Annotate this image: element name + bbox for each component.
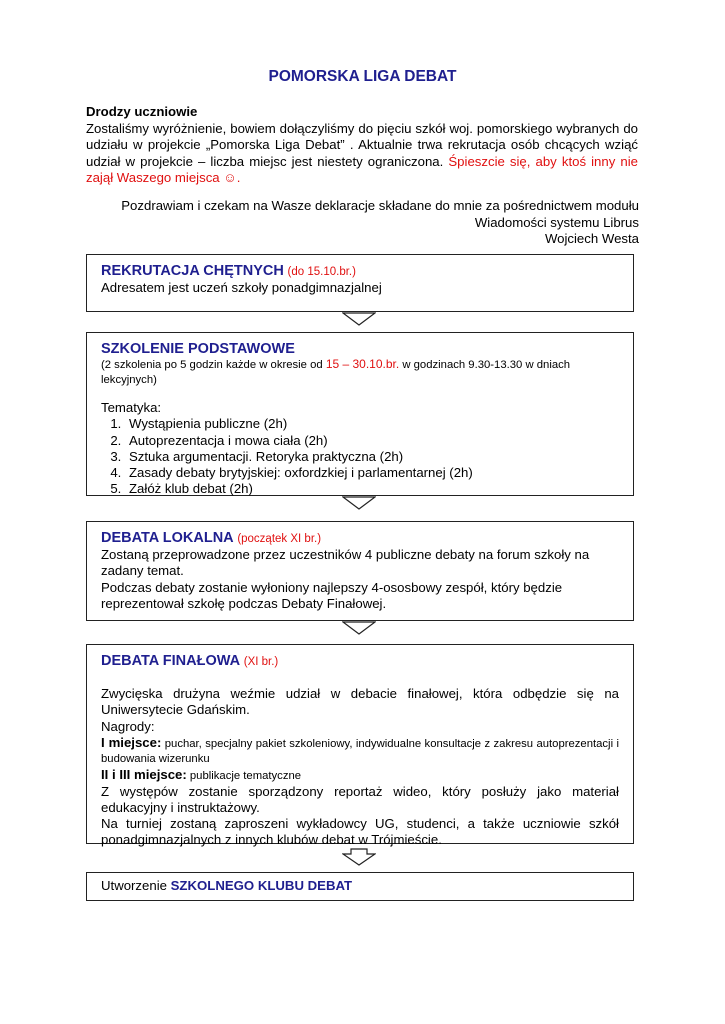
topic-item: 5. Załóż klub debat (2h) (125, 481, 619, 497)
topics-list (101, 416, 619, 497)
sign-line-1: Pozdrawiam i czekam na Wasze deklaracje składane do mnie za pośrednictwem modułu (121, 198, 639, 213)
lokalna-heading: DEBATA LOKALNA (101, 530, 234, 546)
rekrutacja-text: Adresatem jest uczeń szkoły ponadgimnazjalnej (101, 280, 382, 296)
finalowa-heading: DEBATA FINAŁOWA (101, 653, 241, 669)
section-finalowa (86, 644, 634, 848)
szkolenie-detail-b: w godzinach 9.30-13.30 w dniach lekcyjnych) (101, 359, 571, 387)
first-prize-label: I miejsce: (101, 734, 162, 750)
prizes-label: Nagrody: (101, 718, 155, 734)
sign-line-2: Wiadomości systemu Librus (474, 214, 639, 230)
lokalna-text-2: Podczas debaty zostanie wyłoniony najlepszy 4-ososbowy zespół, który będzie reprezentował szkołę podczas Debaty Finałowej. (101, 579, 563, 611)
intro-urge: Śpieszcie się, aby ktoś inny nie zajął Waszego miejsca ☺. (86, 153, 638, 186)
first-prize-text: puchar, specjalny pakiet szkoleniowy, indywidualne konsultacje z zakresu autoprezentacji i budowania wizerunku (101, 737, 619, 765)
signature-block (121, 198, 639, 248)
szkolenie-heading: SZKOLENIE PODSTAWOWE (101, 341, 295, 357)
szkolenie-detail-a: (2 szkolenia po 5 godzin każde w okresie od (101, 359, 326, 372)
down-arrow-icon (342, 496, 376, 510)
klub-highlight: SZKOLNEGO KLUBU DEBAT (170, 878, 353, 893)
down-arrow-icon (342, 848, 376, 866)
section-szkolenie (86, 332, 634, 496)
intro-block (86, 104, 638, 187)
intro-paragraph (86, 121, 638, 187)
intro-body: Zostaliśmy wyróżnienie, bowiem dołączyliśmy do pięciu szkół woj. pomorskiego wybranych do udziału w projekcie „Pomorska Liga Debat” . Aktualnie trwa rekrutacja osób chcących wziąć udział w projekcie – liczba miejsc jest niestety ograniczona. (86, 120, 638, 169)
topic-item: 4. Zasady debaty brytyjskiej: oxfordzkiej i parlamentarnej (2h) (125, 465, 619, 481)
greeting: Drodzy uczniowie (86, 104, 198, 119)
szkolenie-date: 15 – 30.10.br. (325, 357, 400, 372)
section-rekrutacja (86, 254, 634, 312)
topic-item: 2. Autoprezentacja i mowa ciała (2h) (125, 433, 619, 449)
finalowa-note: (XI br.) (243, 656, 279, 668)
klub-prefix: Utworzenie (101, 878, 171, 893)
lokalna-text-1: Zostaną przeprowadzone przez uczestników 4 publiczne debaty na forum szkoły na zadany temat. (101, 547, 590, 579)
szkolenie-detail (101, 357, 619, 388)
topic-item: 1. Wystąpienia publiczne (2h) (125, 416, 619, 432)
rekrutacja-note: (do 15.10.br.) (287, 266, 356, 278)
page-title: POMORSKA LIGA DEBAT (268, 68, 457, 85)
topics-label: Tematyka: (101, 400, 162, 416)
finalowa-text-1: Zwycięska drużyna weźmie udział w debacie finałowej, która odbędzie się na Uniwersytecie Gdańskim. (101, 686, 619, 718)
section-klub (86, 872, 634, 901)
sign-line-3: Wojciech Westa (544, 231, 639, 247)
second-prize (101, 767, 619, 784)
finalowa-text-3: Na turniej zostaną zaproszeni wykładowcy UG, studenci, a także uczniowie szkół ponadgimnazjalnych z innych klubów debat w Trójmieście. (101, 816, 619, 848)
lokalna-note: (początek XI br.) (237, 533, 322, 545)
down-arrow-icon (342, 312, 376, 326)
second-prize-label: II i III miejsce: (101, 766, 187, 782)
section-lokalna (86, 521, 634, 621)
rekrutacja-heading: REKRUTACJA CHĘTNYCH (101, 263, 284, 279)
second-prize-text: publikacje tematyczne (186, 769, 302, 782)
topic-item: 3. Sztuka argumentacji. Retoryka praktyczna (2h) (125, 449, 619, 465)
down-arrow-icon (342, 621, 376, 635)
finalowa-text-2: Z występów zostanie sporządzony reportaż wideo, który posłuży jako materiał edukacyjny i instruktażowy. (101, 783, 619, 816)
first-prize (101, 735, 619, 767)
